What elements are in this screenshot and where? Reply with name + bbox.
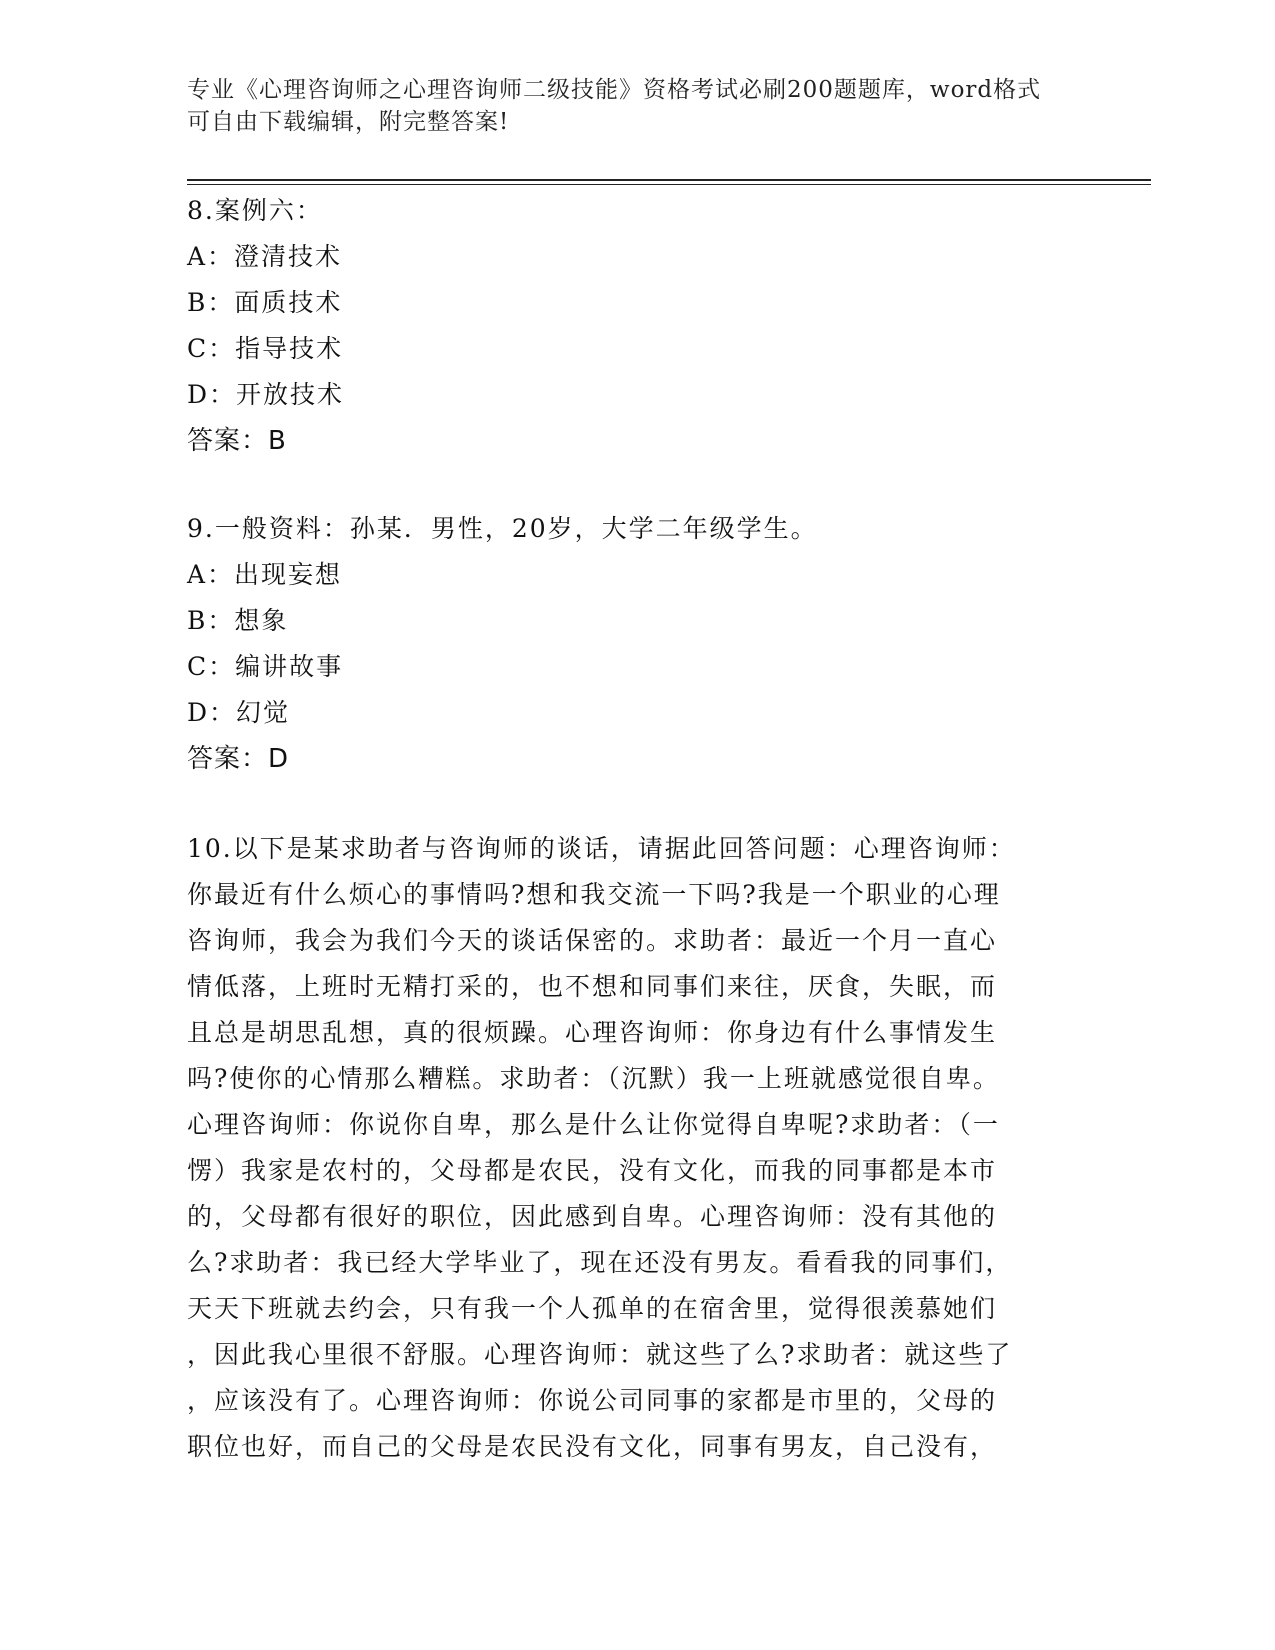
question-10-line: ，应该没有了。心理咨询师：你说公司同事的家都是市里的，父母的 (187, 1386, 998, 1415)
spacer (187, 464, 1087, 506)
option-a: A：澄清技术 (187, 242, 343, 271)
document-header (187, 74, 1067, 138)
option-c: C：编讲故事 (187, 652, 344, 681)
option-d: D：开放技术 (187, 380, 345, 409)
option-b: B：想象 (187, 606, 289, 635)
option-d: D：幻觉 (187, 698, 291, 727)
header-divider-thick (187, 179, 1151, 181)
option-a: A：出现妄想 (187, 560, 343, 589)
option-c: C：指导技术 (187, 334, 344, 363)
question-10-line: 咨询师，我会为我们今天的谈话保密的。求助者：最近一个月一直心 (187, 926, 998, 955)
header-title-line-1: 专业《心理咨询师之心理咨询师二级技能》资格考试必刷200题题库，word格式 (187, 77, 1042, 103)
question-10-line: 心理咨询师：你说你自卑，那么是什么让你觉得自卑呢?求助者：（一 (187, 1110, 1000, 1139)
question-10-line: 且总是胡思乱想，真的很烦躁。心理咨询师：你身边有什么事情发生 (187, 1018, 998, 1047)
header-title-line-2: 可自由下载编辑，附完整答案! (187, 109, 510, 135)
question-8 (187, 188, 1087, 464)
question-10-line: 愣）我家是农村的，父母都是农民，没有文化，而我的同事都是本市 (187, 1156, 998, 1185)
question-stem: 8.案例六： (187, 196, 323, 225)
question-10 (187, 826, 1067, 1470)
question-stem: 9.一般资料：孙某．男性，20岁，大学二年级学生。 (187, 514, 818, 543)
question-10-line: 的，父母都有很好的职位，因此感到自卑。心理咨询师：没有其他的 (187, 1202, 998, 1231)
question-9 (187, 506, 1087, 782)
question-10-line: 吗?使你的心情那么糟糕。求助者：（沉默）我一上班就感觉很自卑。 (187, 1064, 1000, 1093)
question-10-line: 你最近有什么烦心的事情吗?想和我交流一下吗?我是一个职业的心理 (187, 880, 1001, 909)
questions-list (187, 188, 1087, 782)
question-10-line: 10.以下是某求助者与咨询师的谈话，请据此回答问题：心理咨询师： (187, 834, 1016, 863)
question-10-line: 天天下班就去约会，只有我一个人孤单的在宿舍里，觉得很羡慕她们 (187, 1294, 998, 1323)
answer-line: 答案：D (187, 744, 290, 774)
question-10-line: 情低落，上班时无精打采的，也不想和同事们来往，厌食，失眠，而 (187, 972, 998, 1001)
answer-line: 答案：B (187, 426, 287, 456)
option-b: B：面质技术 (187, 288, 343, 317)
question-10-line: ，因此我心里很不舒服。心理咨询师：就这些了么?求助者：就这些了 (187, 1340, 1013, 1369)
question-10-line: 职位也好，而自己的父母是农民没有文化，同事有男友，自己没有， (187, 1432, 998, 1461)
question-10-line: 么?求助者：我已经大学毕业了，现在还没有男友。看看我的同事们， (187, 1248, 1013, 1277)
header-divider-thin (187, 184, 1151, 185)
